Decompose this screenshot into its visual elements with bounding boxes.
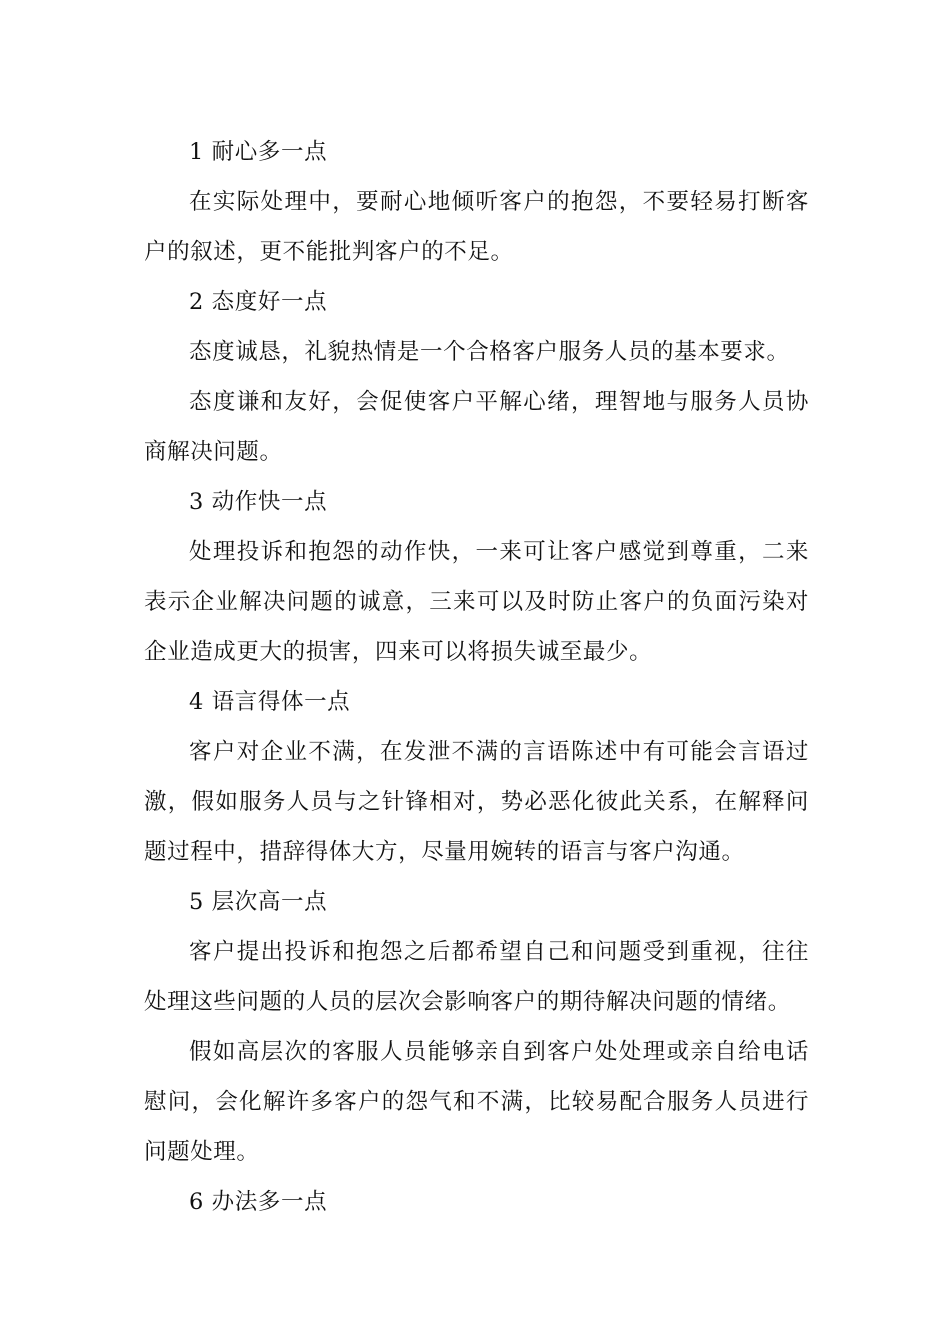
document-body [144, 127, 809, 1227]
paragraph-6: 客户提出投诉和抱怨之后都希望自己和问题受到重视，往往处理这些问题的人员的层次会影响客户的期待解决问题的情绪。 [144, 939, 809, 1015]
paragraph-3: 态度谦和友好，会促使客户平解心绪，理智地与服务人员协商解决问题。 [144, 389, 809, 465]
paragraph-1: 在实际处理中，要耐心地倾听客户的抱怨，不要轻易打断客户的叙述，更不能批判客户的不足。 [144, 189, 809, 265]
section-heading-5: 5 层次高一点 [189, 889, 328, 915]
paragraph-2: 态度诚恳，礼貌热情是一个合格客户服务人员的基本要求。 [189, 339, 790, 365]
paragraph-7: 假如高层次的客服人员能够亲自到客户处处理或亲自给电话慰问，会化解许多客户的怨气和不满，比较易配合服务人员进行问题处理。 [144, 1039, 809, 1165]
section-heading-1: 1 耐心多一点 [189, 139, 328, 165]
paragraph-4: 处理投诉和抱怨的动作快，一来可让客户感觉到尊重，二来表示企业解决问题的诚意，三来可以及时防止客户的负面污染对企业造成更大的损害，四来可以将损失诚至最少。 [144, 539, 809, 665]
paragraph-5: 客户对企业不满，在发泄不满的言语陈述中有可能会言语过激，假如服务人员与之针锋相对，势必恶化彼此关系，在解释问题过程中，措辞得体大方，尽量用婉转的语言与客户沟通。 [144, 739, 809, 865]
section-heading-2: 2 态度好一点 [189, 289, 328, 315]
section-heading-6: 6 办法多一点 [189, 1189, 328, 1215]
section-heading-4: 4 语言得体一点 [189, 689, 351, 715]
section-heading-3: 3 动作快一点 [189, 489, 328, 515]
